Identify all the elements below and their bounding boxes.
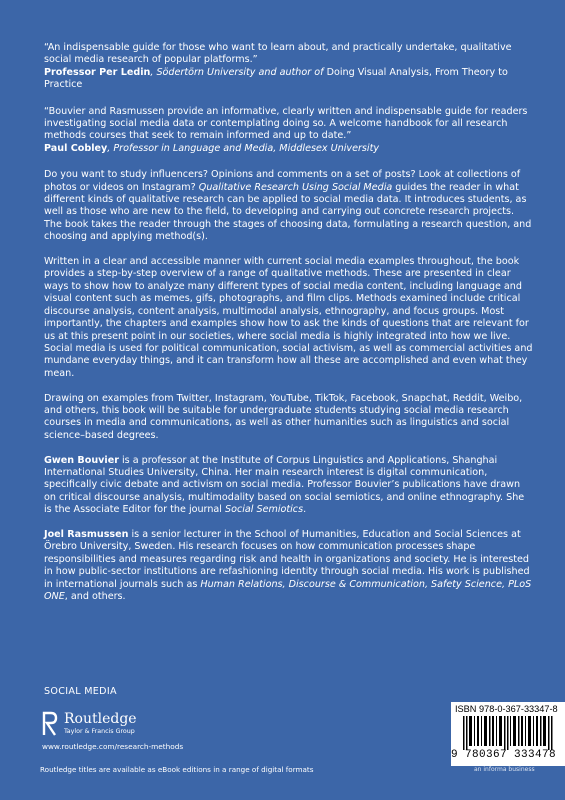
isbn-label: ISBN 978-0-367-33347-8 — [455, 704, 558, 714]
description-paragraph-3: Drawing on examples from Twitter, Instagram, YouTube, TikTok, Facebook, Snapchat, Reddit, Weibo, and others, this book will be suitable for undergraduate students studying social media research courses in media and communications, as well as other humanities such as linguistics and social science–based degrees. — [44, 392, 523, 441]
author-name: Gwen Bouvier — [44, 454, 119, 466]
author-bio-end: . — [303, 504, 307, 516]
author-bio-rasmussen — [44, 529, 534, 603]
author-name: Joel Rasmussen — [44, 528, 129, 540]
quote-affiliation: , Södertörn University and author of — [150, 66, 327, 78]
author-bio-bouvier — [44, 455, 534, 517]
back-cover-text — [44, 42, 534, 616]
description-paragraph-1 — [44, 169, 534, 243]
quote-affiliation: , Professor in Language and Media, Middlesex University — [107, 142, 380, 154]
quote-author: Professor Per Ledin — [44, 66, 151, 78]
quote-cobley — [44, 106, 534, 156]
journal-title: Social Semiotics — [225, 504, 304, 516]
quote-text: “An indispensable guide for those who want to learn about, and practically undertake, qualitative social media research of popular platforms.” — [44, 42, 512, 66]
journal-titles: Human Relations, Discourse & Communication, Safety Science, PLoS ONE — [44, 578, 532, 602]
quote-ledin — [44, 42, 534, 92]
ebook-note: Routledge titles are available as eBook editions in a range of digital formats — [40, 765, 314, 774]
publisher-name: Routledge — [64, 711, 137, 727]
book-title: Qualitative Research Using Social Media — [198, 181, 393, 193]
publisher-logo — [42, 709, 212, 739]
series-label: SOCIAL MEDIA — [44, 686, 117, 697]
author-bio: is a professor at the Institute of Corpus Linguistics and Applications, Shanghai International Studies University, China. Her main research interest is digital communication, specifically civic debate and activism on social media. Professor Bouvier’s publications have drawn on critical discourse analysis, multimodality based on social semiotics, and online ethnography. She is the Associate Editor for the journal — [44, 454, 525, 516]
isbn-barcode — [451, 702, 565, 766]
publisher-url: www.routledge.com/research-methods — [42, 742, 184, 751]
quote-text: “Bouvier and Rasmussen provide an informative, clearly written and indispensable guide for readers investigating social media data or contemplating doing so. A welcome handbook for all research methods courses that seek to remain informed and up to date.” — [44, 105, 528, 142]
publisher-group: Taylor & Francis Group — [64, 728, 135, 735]
routledge-logo-icon — [42, 711, 58, 736]
barcode-icon — [455, 716, 561, 750]
informa-business: an informa business — [474, 766, 535, 773]
barcode-digits: 9 780367 333478 — [451, 749, 557, 761]
description-text: guides the reader in what different kinds of qualitative research can be applied to social media data. It introduces students, as well as those who are new to the field, to developing and carrying out concrete research projects. The book takes the reader through the stages of choosing data, formulating a research question, and choosing and applying method(s). — [44, 181, 532, 243]
description-text: Do you want to study influencers? Opinions and comments on a set of posts? Look at collections of photos or videos on Instagram? — [44, 169, 521, 193]
author-bio-end: , and others. — [64, 591, 126, 602]
quote-author: Paul Cobley — [44, 142, 108, 154]
author-bio: is a senior lecturer in the School of Humanities, Education and Social Sciences at Örebro University, Sweden. His research focuses on how communication processes shape responsibilities and measures regarding risk and health in organizations and society. He is interested in how public-sector institutions are refashioning identity through social media. His work is published in international journals such as — [44, 528, 530, 590]
description-paragraph-2: Written in a clear and accessible manner with current social media examples throughout, the book provides a step-by-step overview of a range of qualitative methods. These are presented in clear ways to show how to analyze many different types of social media content, including language and visual content such as memes, gifs, photographs, and film clips. Methods examined include critical discourse analysis, content analysis, multimodal analysis, ethnography, and focus groups. Most importantly, the chapters and examples show how to ask the kinds of questions that are relevant for us at this present point in our societies, where social media is highly integrated into how we live. Social media is used for political communication, social activism, as well as commercial activities and mundane everyday things, and it can transform how all these are accomplished and even what they mean. — [44, 256, 533, 379]
quote-book-title: Doing Visual Analysis, From Theory to Practice — [44, 66, 508, 91]
